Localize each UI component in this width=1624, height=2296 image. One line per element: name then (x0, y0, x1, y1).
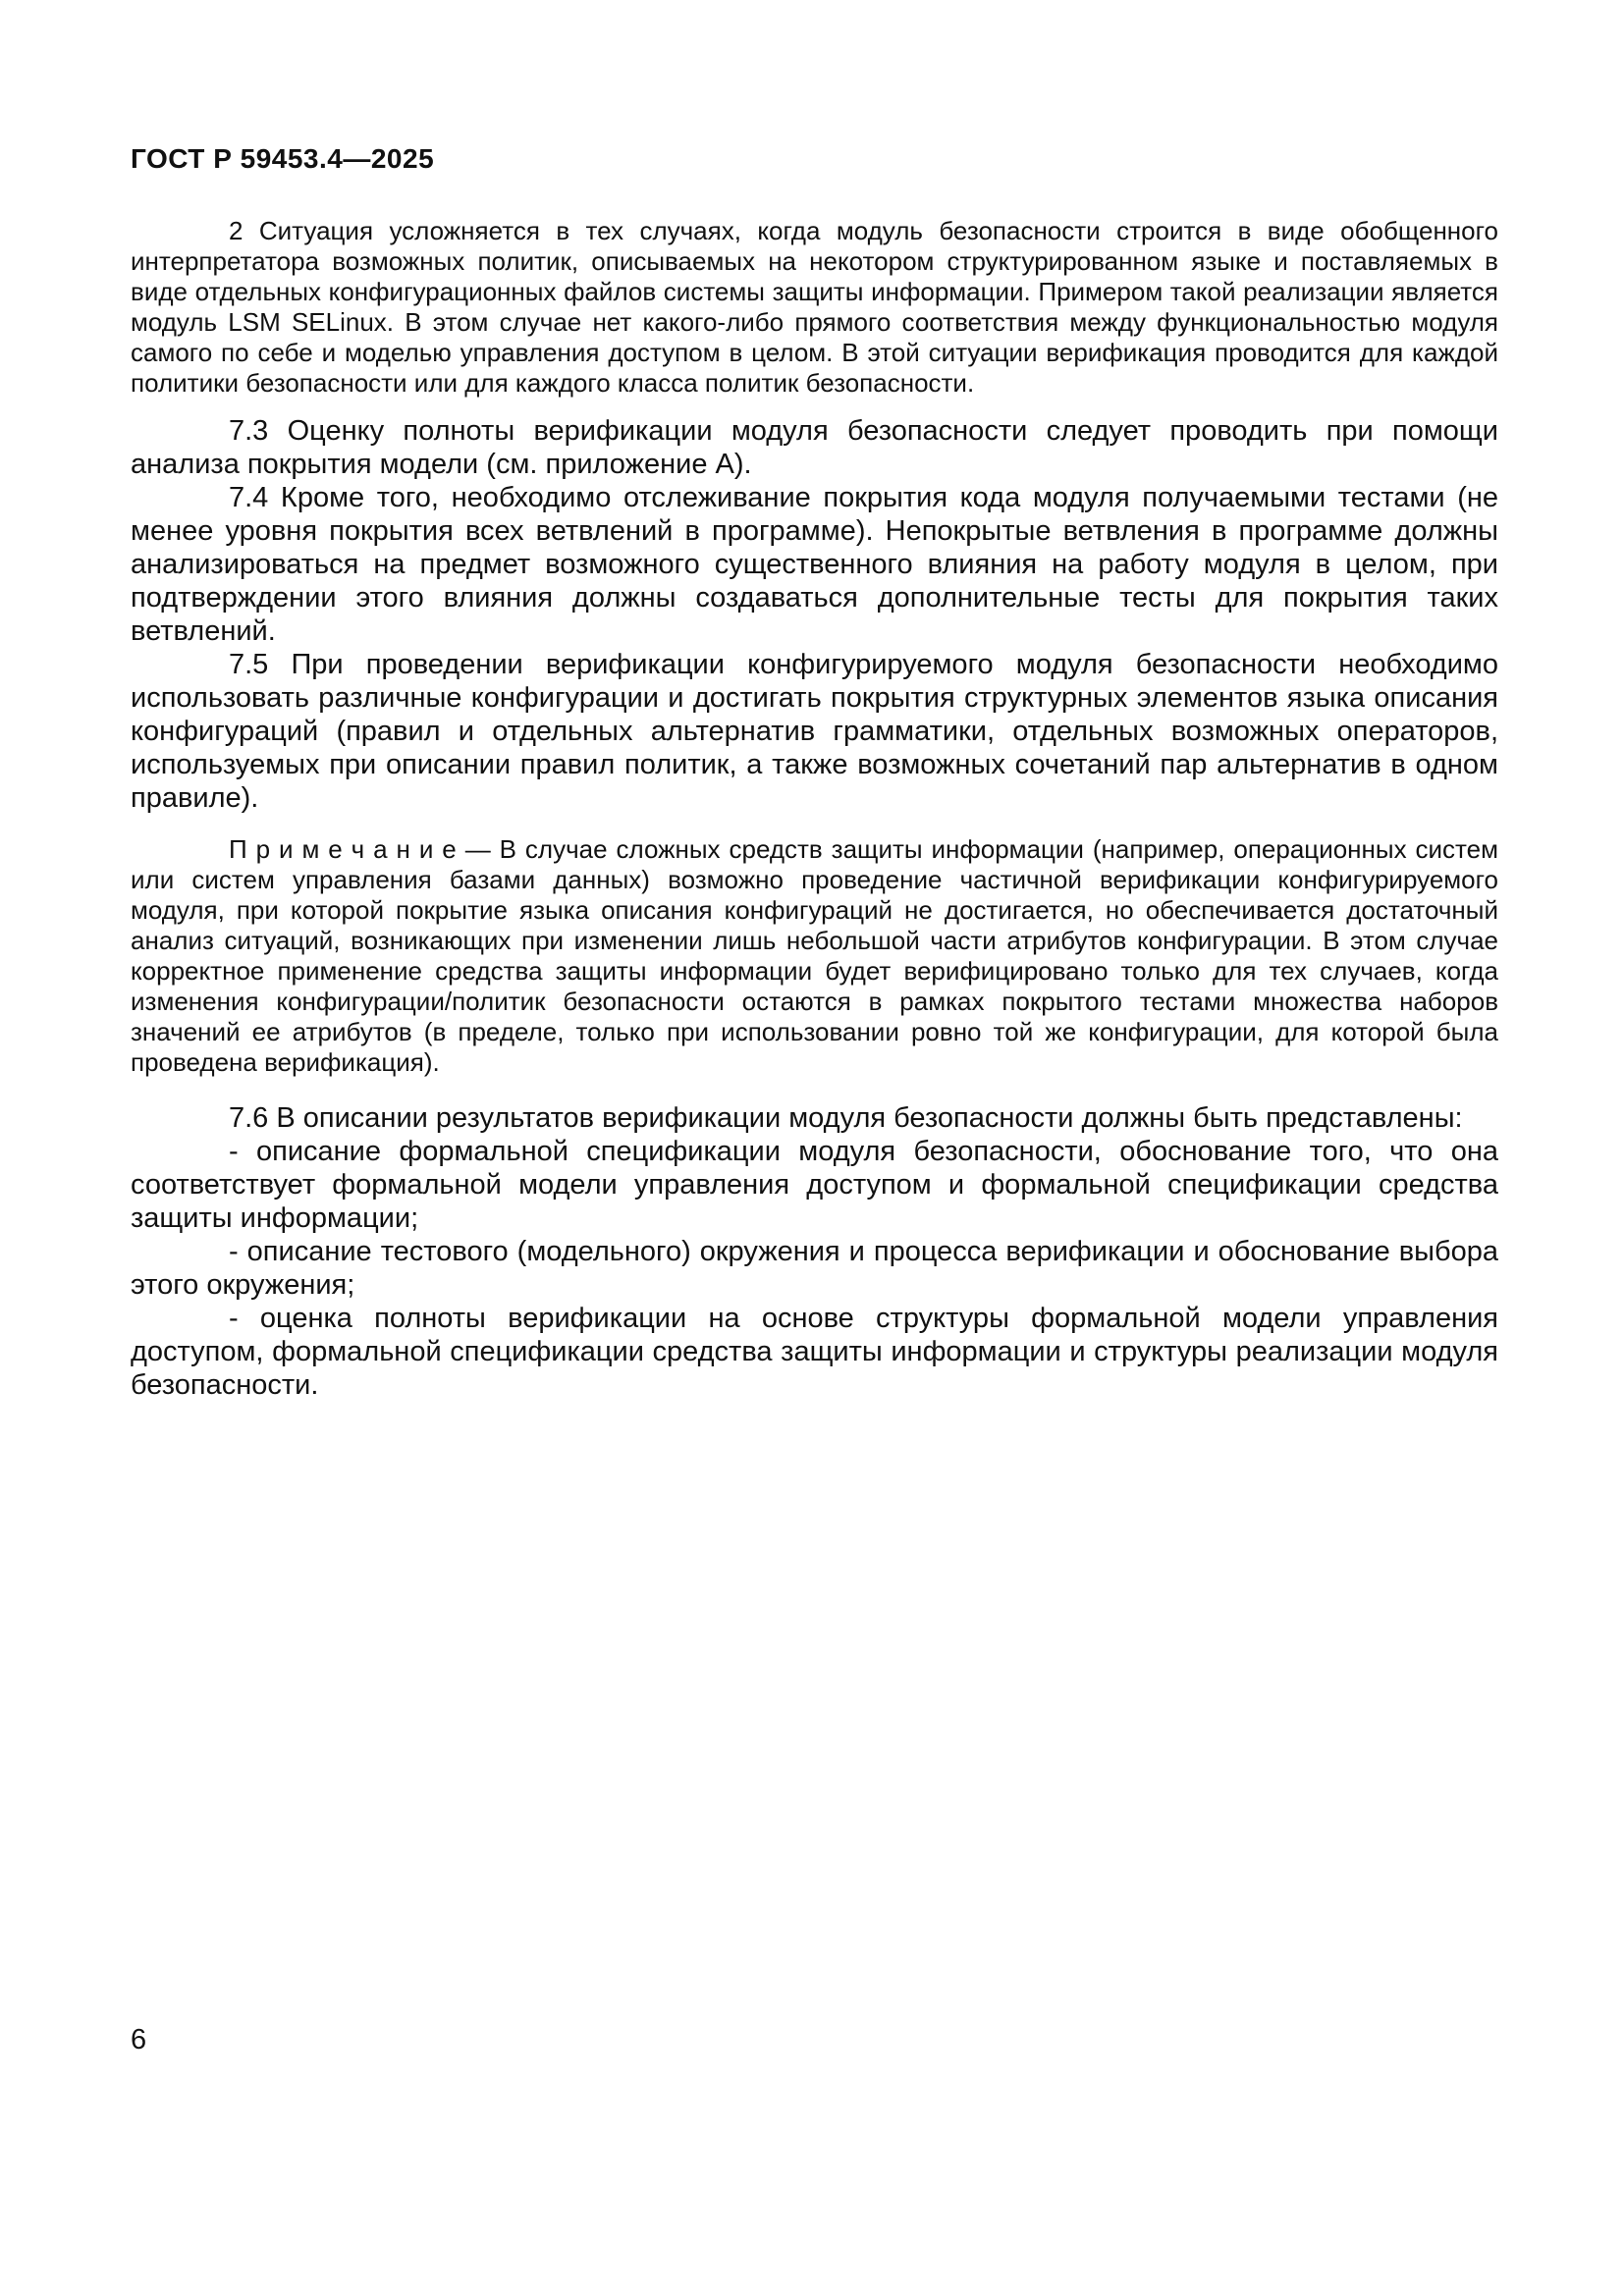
paragraph-7-6: 7.6 В описании результатов верификации модуля безопасности должны быть представлены: (229, 1102, 1463, 1134)
page-footer (131, 2024, 146, 2056)
list-item-test-environment: - описание тестового (модельного) окружения и процесса верификации и обоснование выбора этого окружения; (131, 1236, 1498, 1301)
paragraph-7-5: 7.5 При проведении верификации конфигурируемого модуля безопасности необходимо использовать различные конфигурации и достигать покрытия структурных элементов языка описания конфигураций (правил и отдельных альтернатив грамматики, отдельных возможных операторов, используемых при описании правил политик, а также возможных сочетаний пар альтернатив в одном правиле). (131, 649, 1498, 814)
list-item-formal-specification: - описание формальной спецификации модуля безопасности, обоснование того, что она соответствует формальной модели управления доступом и формальной спецификации средства защиты информации; (131, 1136, 1498, 1234)
paragraph-note: П р и м е ч а н и е — В случае сложных средств защиты информации (например, операционных систем или систем управления базами данных) возможно проведение частичной верификации конфигурируемого модуля, при которой покрытие языка описания конфигураций не достигается, но обеспечивается достаточный анализ ситуаций, возникающих при изменении лишь небольшой части атрибутов конфигурации. В этом случае корректное применение средства защиты информации будет верифицировано только для тех случаев, когда изменения конфигурации/политик безопасности остаются в рамках покрытого тестами множества наборов значений ее атрибутов (в пределе, только при использовании ровно той же конфигурации, для которой была проведена верификация). (131, 834, 1498, 1077)
list-item-verification-completeness: - оценка полноты верификации на основе структуры формальной модели управления доступом, формальной спецификации средства защиты информации и структуры реализации модуля безопасности. (131, 1303, 1498, 1401)
document-content (131, 216, 1498, 1402)
page-number: 6 (131, 2024, 147, 2056)
paragraph-7-3: 7.3 Оценку полноты верификации модуля безопасности следует проводить при помощи анализа покрытия модели (см. приложение А). (131, 415, 1498, 480)
paragraph-7-4: 7.4 Кроме того, необходимо отслеживание покрытия кода модуля получаемыми тестами (не менее уровня покрытия всех ветвлений в программе). Непокрытые ветвления в программе должны анализироваться на предмет возможного существенного влияния на работу модуля в целом, при подтверждении этого влияния должны создаваться дополнительные тесты для покрытия таких ветвлений. (131, 482, 1498, 647)
paragraph-note-item-2: 2 Ситуация усложняется в тех случаях, когда модуль безопасности строится в виде обобщенного интерпретатора возможных политик, описываемых на некотором структурированном языке и поставляемых в виде отдельных конфигурационных файлов системы защиты информации. Примером такой реализации является модуль LSM SELinux. В этом случае нет какого-либо прямого соответствия между функциональностью модуля самого по себе и моделью управления доступом в целом. В этой ситуации верификация проводится для каждой политики безопасности или для каждого класса политик безопасности. (131, 216, 1498, 398)
document-number-header: ГОСТ Р 59453.4—2025 (131, 143, 435, 174)
